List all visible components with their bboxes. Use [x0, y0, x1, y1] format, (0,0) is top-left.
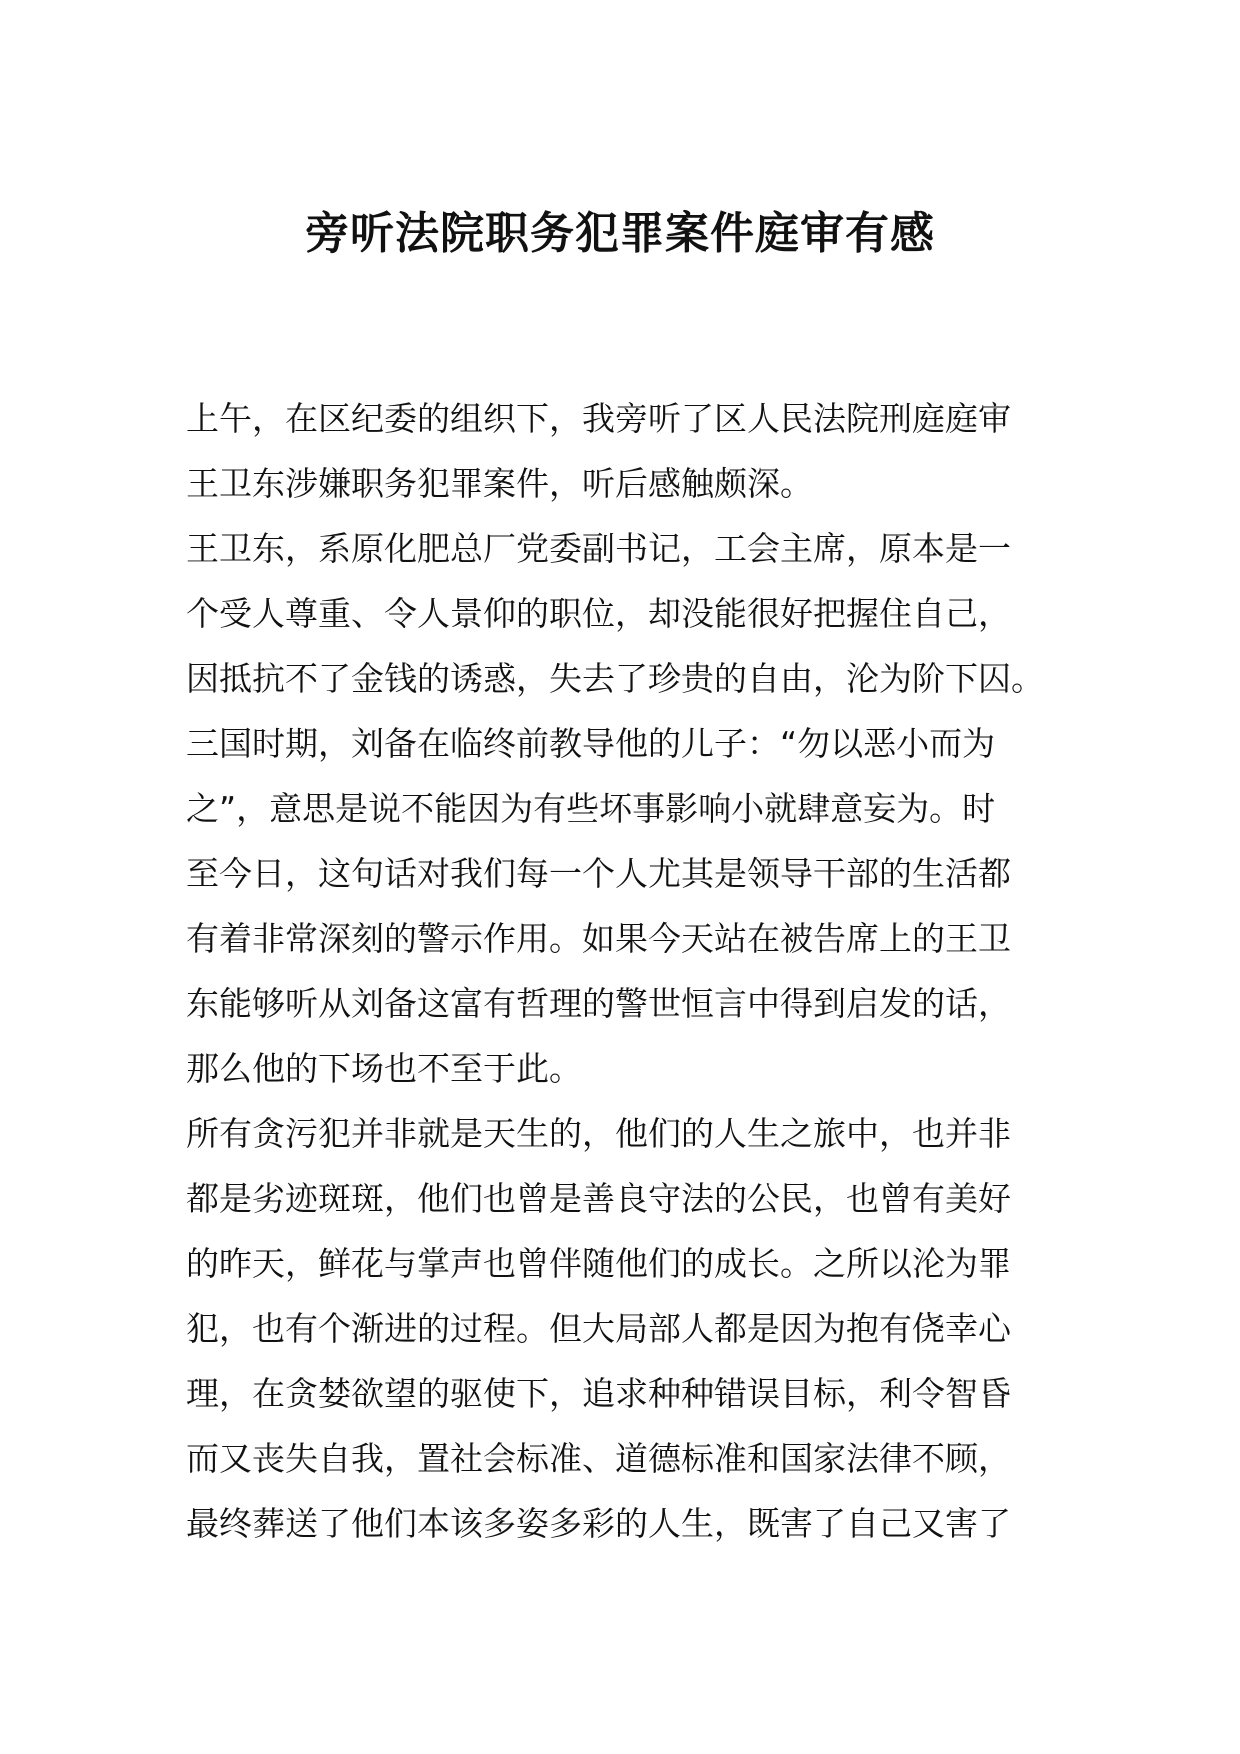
- body-line: 有着非常深刻的警示作用。如果今天站在被告席上的王卫: [186, 919, 1011, 958]
- body-line: 上午，在区纪委的组织下，我旁听了区人民法院刑庭庭审: [186, 399, 1011, 438]
- body-line: 王卫东，系原化肥总厂党委副书记，工会主席，原本是一: [186, 529, 1011, 568]
- body-line: 理，在贪婪欲望的驱使下，追求种种错误目标，利令智昏: [186, 1374, 1011, 1413]
- body-line: 之”，意思是说不能因为有些坏事影响小就肆意妄为。时: [186, 789, 996, 828]
- body-line: 三国时期，刘备在临终前教导他的儿子：“勿以恶小而为: [186, 724, 996, 763]
- document-body: [186, 386, 1066, 1556]
- body-line: 的昨天，鲜花与掌声也曾伴随他们的成长。之所以沦为罪: [186, 1244, 1011, 1283]
- document-title: 旁听法院职务犯罪案件庭审有感: [305, 208, 935, 259]
- body-line: 都是劣迹斑斑，他们也曾是善良守法的公民，也曾有美好: [186, 1179, 1011, 1218]
- body-line: 而又丧失自我，置社会标准、道德标准和国家法律不顾，: [186, 1439, 1011, 1478]
- body-line: 因抵抗不了金钱的诱惑，失去了珍贵的自由，沦为阶下囚。: [186, 659, 1044, 698]
- body-line: 至今日，这句话对我们每一个人尤其是领导干部的生活都: [186, 854, 1011, 893]
- body-line: 东能够听从刘备这富有哲理的警世恒言中得到启发的话，: [186, 984, 1011, 1023]
- body-line: 犯，也有个渐进的过程。但大局部人都是因为抱有侥幸心: [186, 1309, 1011, 1348]
- body-line: 所有贪污犯并非就是天生的，他们的人生之旅中，也并非: [186, 1114, 1011, 1153]
- body-line: 王卫东涉嫌职务犯罪案件，听后感触颇深。: [186, 464, 813, 503]
- body-line: 那么他的下场也不至于此。: [186, 1049, 582, 1088]
- body-line: 个受人尊重、令人景仰的职位，却没能很好把握住自己，: [186, 594, 1011, 633]
- body-line: 最终葬送了他们本该多姿多彩的人生，既害了自己又害了: [186, 1504, 1011, 1543]
